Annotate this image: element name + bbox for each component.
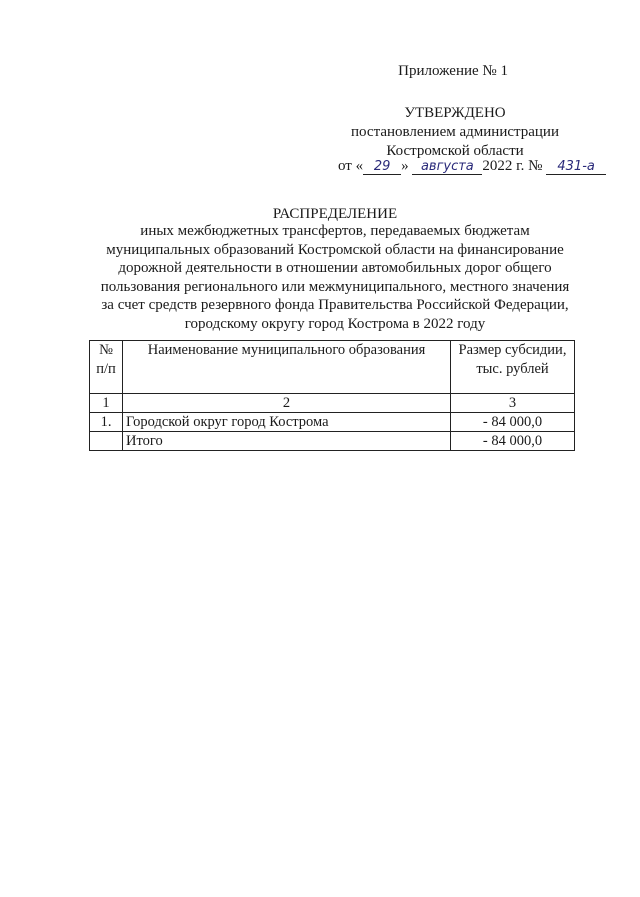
year-text: 2022 г. № xyxy=(482,158,543,174)
table-index-row xyxy=(90,394,575,413)
header-num-line2: п/п xyxy=(96,361,116,377)
document-subtitle xyxy=(82,222,588,333)
handwritten-month: августа xyxy=(412,159,482,175)
row-num: 1. xyxy=(90,413,123,432)
table-row xyxy=(90,413,575,432)
decree-region: Костромской области xyxy=(386,143,524,159)
date-prefix: от « xyxy=(338,158,364,174)
approved-stamp: УТВЕРЖДЕНО xyxy=(404,105,506,121)
decree-date-line xyxy=(338,158,606,175)
handwritten-day: 29 xyxy=(363,159,401,175)
subtitle-line: пользования регионального или межмуниципального, местного значения xyxy=(100,278,570,295)
table-total-row xyxy=(90,432,575,451)
row-sum: - 84 000,0 xyxy=(451,432,575,451)
header-sum-line2: тыс. рублей xyxy=(476,361,549,377)
subtitle-line: муниципальных образований Костромской области на финансирование xyxy=(106,241,564,258)
index-cell: 1 xyxy=(90,394,123,413)
decree-authority: постановлением администрации xyxy=(351,124,559,140)
row-sum: - 84 000,0 xyxy=(451,413,575,432)
header-num xyxy=(90,341,123,394)
row-name: Итого xyxy=(123,432,451,451)
row-num xyxy=(90,432,123,451)
header-num-line1: № xyxy=(99,342,113,358)
approval-block xyxy=(330,104,580,161)
table-header-row xyxy=(90,341,575,394)
appendix-label: Приложение № 1 xyxy=(398,63,508,79)
document-title: РАСПРЕДЕЛЕНИЕ xyxy=(272,206,398,222)
distribution-table xyxy=(89,340,575,451)
header-sum xyxy=(451,341,575,394)
subtitle-line: городскому округу город Кострома в 2022 году xyxy=(184,315,486,332)
handwritten-decree-number: 431-а xyxy=(546,159,606,175)
subtitle-line: иных межбюджетных трансфертов, передаваемых бюджетам xyxy=(140,223,530,239)
subtitle-line: за счет средств резервного фонда Правительства Российской Федерации, xyxy=(101,297,569,313)
index-cell: 3 xyxy=(451,394,575,413)
subtitle-line: дорожной деятельности в отношении автомобильных дорог общего xyxy=(118,260,552,276)
index-cell: 2 xyxy=(123,394,451,413)
date-mid: » xyxy=(401,158,409,174)
header-name: Наименование муниципального образования xyxy=(123,341,451,394)
header-sum-line1: Размер субсидии, xyxy=(458,342,567,358)
row-name: Городской округ город Кострома xyxy=(123,413,451,432)
